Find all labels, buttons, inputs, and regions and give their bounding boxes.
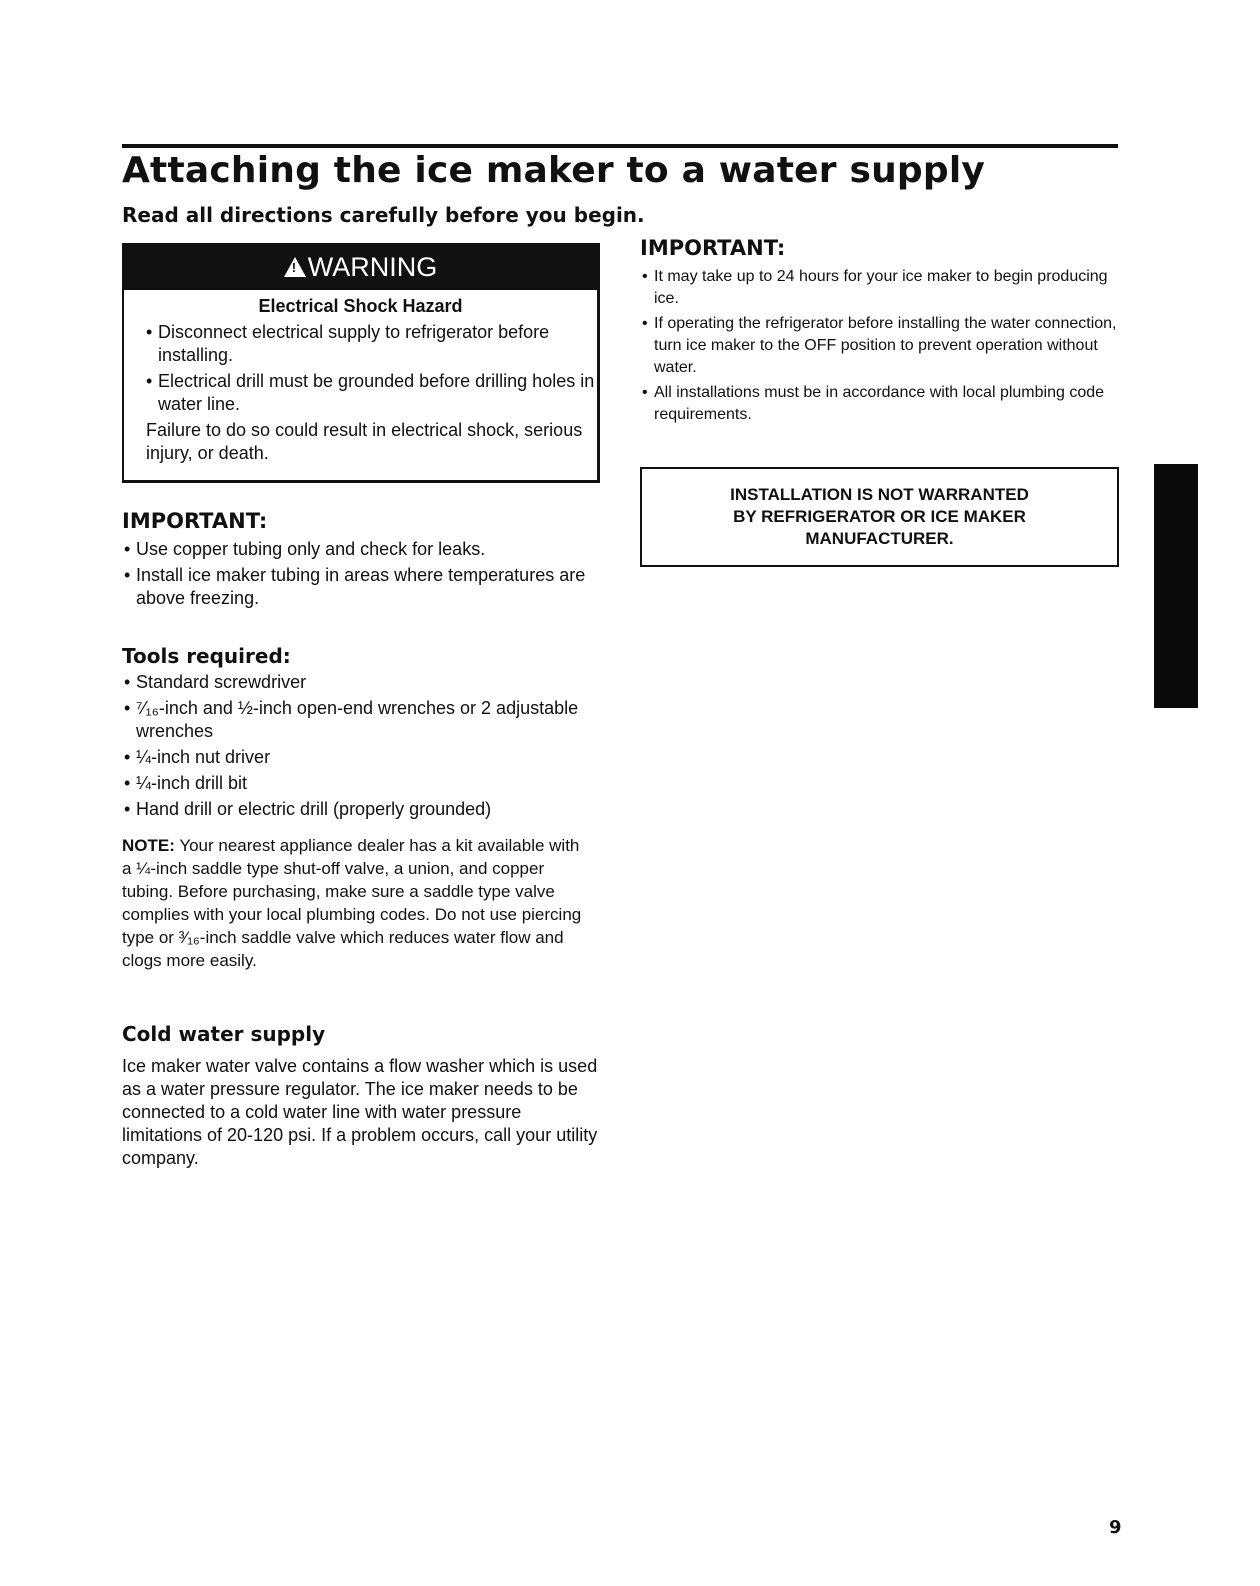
tools-list xyxy=(122,671,602,824)
warning-triangle-icon: ! xyxy=(284,257,306,277)
cold-water-text: Ice maker water valve contains a flow washer which is used as a water pressure regulator. The ice maker needs to be connected to a cold water line with water pressure limitations of 20-120 psi. If a problem occurs, call your utility company. xyxy=(122,1056,598,1168)
list-item: • Standard screwdriver xyxy=(122,671,602,694)
hazard-title: Electrical Shock Hazard xyxy=(258,296,463,316)
warning-item: • Disconnect electrical supply to refrigerator before installing. xyxy=(124,321,597,367)
list-item: • If operating the refrigerator before installing the water connection, turn ice maker to the OFF position to prevent operation without water. xyxy=(640,313,1122,379)
warning-list xyxy=(124,321,597,416)
important-left-list xyxy=(122,538,602,613)
warning-note: Failure to do so could result in electrical shock, serious injury, or death. xyxy=(146,420,583,463)
tools-note xyxy=(122,834,592,972)
page-title: Attaching the ice maker to a water supply xyxy=(122,150,986,191)
important-left-heading: IMPORTANT: xyxy=(122,509,268,533)
list-item: • ¼-inch drill bit xyxy=(122,772,602,795)
notice-line: BY REFRIGERATOR OR ICE MAKER xyxy=(733,507,1026,526)
list-item: • Install ice maker tubing in areas where temperatures are above freezing. xyxy=(122,564,602,610)
notice-line: INSTALLATION IS NOT WARRANTED xyxy=(730,485,1029,504)
cold-water-heading: Cold water supply xyxy=(122,1022,326,1046)
page-number: 9 xyxy=(1109,1517,1122,1538)
list-item: • It may take up to 24 hours for your ice maker to begin producing ice. xyxy=(640,266,1122,310)
notice-line: MANUFACTURER. xyxy=(805,529,954,548)
important-right-heading: IMPORTANT: xyxy=(640,236,786,260)
section-tab-marker xyxy=(1154,464,1198,708)
list-item: • ¼-inch nut driver xyxy=(122,746,602,769)
note-text: Your nearest appliance dealer has a kit available with a ¼-inch saddle type shut-off valve, a union, and copper tubing. Before purchasing, make sure a saddle type valve complies with your local plumbing codes. Do not use piercing type or ³⁄₁₆-inch saddle valve which reduces water flow and clogs more easily. xyxy=(122,836,582,970)
warning-item: • Electrical drill must be grounded before drilling holes in water line. xyxy=(124,370,597,416)
title-rule xyxy=(122,144,1118,148)
tools-heading: Tools required: xyxy=(122,644,291,668)
important-right-list xyxy=(640,266,1122,429)
list-item: • Hand drill or electric drill (properly grounded) xyxy=(122,798,602,821)
page-subtitle: Read all directions carefully before you begin. xyxy=(122,203,645,227)
warning-header xyxy=(124,245,597,290)
note-label: NOTE: xyxy=(122,836,175,855)
warning-label: WARNING xyxy=(307,252,438,282)
list-item: • Use copper tubing only and check for leaks. xyxy=(122,538,602,561)
list-item: • All installations must be in accordance with local plumbing code requirements. xyxy=(640,382,1122,426)
installation-notice-box xyxy=(640,467,1119,567)
warning-box xyxy=(122,243,600,483)
list-item: • ⁷⁄₁₆-inch and ½-inch open-end wrenches or 2 adjustable wrenches xyxy=(122,697,602,743)
